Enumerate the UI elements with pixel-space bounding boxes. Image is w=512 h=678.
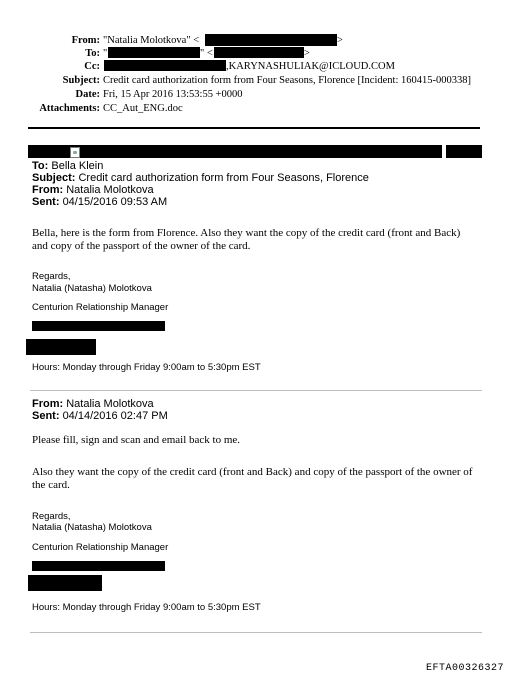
msg1-to-label: To: (32, 160, 49, 172)
redaction-bar (28, 145, 442, 158)
to-label: To: (85, 48, 100, 59)
to-open: " (103, 48, 108, 59)
msg1-to-value: Bella Klein (51, 160, 104, 172)
redaction-bar (26, 339, 96, 355)
msg1-from-label: From: (32, 184, 64, 196)
redaction-bar (214, 47, 304, 58)
redaction-bar (108, 47, 200, 58)
msg1-subject-label: Subject: (32, 172, 76, 184)
message-divider (30, 390, 482, 391)
broken-image-icon (70, 147, 80, 158)
msg2-from-label: From: (32, 398, 64, 410)
msg2-line-1: Please fill, sign and scan and email back to me. (32, 434, 241, 446)
redaction-bar (446, 145, 482, 158)
subject-value: Credit card authorization form from Four Seasons, Florence [Incident: 160415-000338] (103, 75, 471, 86)
bates-number: EFTA00326327 (425, 663, 504, 674)
message-divider (30, 632, 482, 633)
header-divider (28, 127, 480, 129)
msg1-signature-title: Centurion Relationship Manager (32, 302, 169, 313)
redaction-bar (32, 321, 165, 331)
msg1-from-value: Natalia Molotkova (66, 184, 154, 196)
attachments-value[interactable]: CC_Aut_ENG.doc (103, 103, 183, 114)
msg2-from-value: Natalia Molotkova (66, 398, 154, 410)
msg1-sent-value: 04/15/2016 09:53 AM (62, 196, 168, 208)
from-value: "Natalia Molotkova" < (103, 35, 200, 46)
msg1-regards: Regards, (32, 271, 71, 282)
from-close: > (337, 35, 343, 46)
date-label: Date: (75, 89, 100, 100)
to-mid: " < (200, 48, 213, 59)
msg2-sent-value: 04/14/2016 02:47 PM (62, 410, 168, 422)
redaction-bar (104, 60, 226, 71)
msg2-hours: Hours: Monday through Friday 9:00am to 5:30pm EST (32, 602, 261, 613)
msg1-sent-line (32, 196, 167, 209)
redaction-bar (28, 575, 102, 591)
attachments-label: Attachments: (39, 103, 100, 114)
date-value: Fri, 15 Apr 2016 13:53:55 +0000 (103, 89, 243, 100)
to-close: > (304, 48, 310, 59)
msg2-sent-line (32, 410, 168, 423)
msg1-sent-label: Sent: (32, 196, 60, 208)
cc-value: ,KARYNASHULIAK@ICLOUD.COM (226, 61, 395, 72)
msg2-sent-label: Sent: (32, 410, 60, 422)
from-label: From: (71, 35, 100, 46)
msg2-signature-name: Natalia (Natasha) Molotkova (32, 522, 152, 533)
msg1-subject-value: Credit card authorization form from Four Seasons, Florence (78, 172, 369, 184)
redaction-bar (32, 561, 165, 571)
subject-label: Subject: (62, 75, 100, 86)
msg1-signature-name: Natalia (Natasha) Molotkova (32, 283, 152, 294)
cc-label: Cc: (84, 61, 100, 72)
msg1-body: Bella, here is the form from Florence. Also they want the copy of the credit card (front and Back) and copy of the passport of the owner of the card. (32, 227, 461, 252)
redaction-bar (205, 34, 337, 46)
msg2-signature-title: Centurion Relationship Manager (32, 542, 169, 553)
msg2-regards: Regards, (32, 511, 71, 522)
msg2-line-2: Also they want the copy of the credit card (front and Back) and copy of the passport of the owner of the card. (32, 466, 473, 491)
msg1-hours: Hours: Monday through Friday 9:00am to 5:30pm EST (32, 362, 261, 373)
